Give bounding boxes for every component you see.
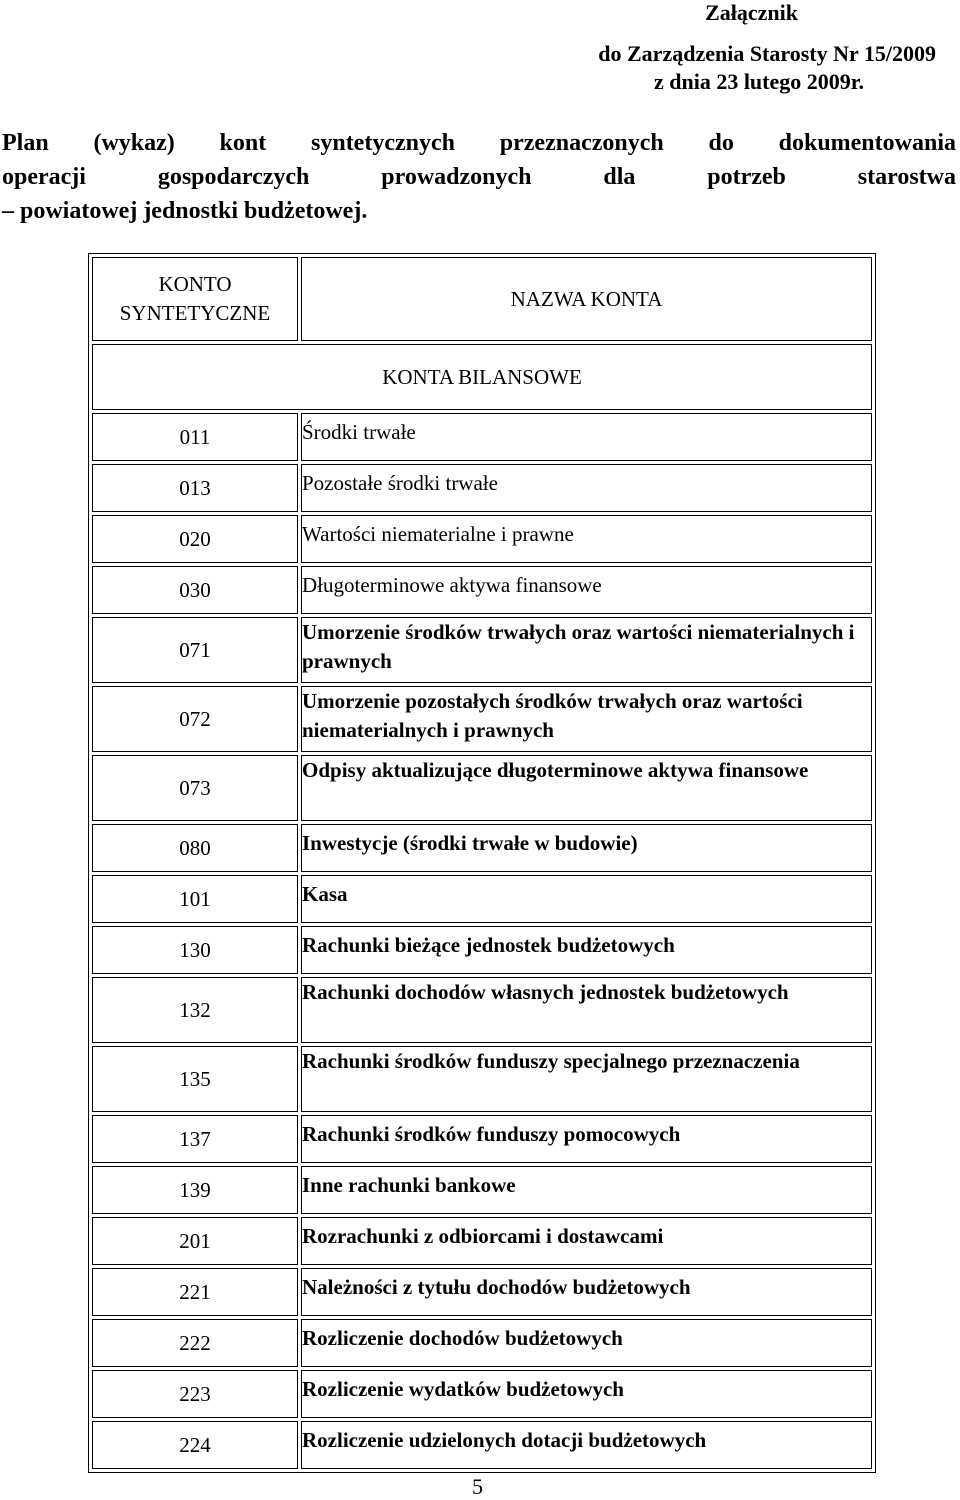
table-row <box>92 1319 872 1367</box>
account-code: 071 <box>92 617 298 683</box>
account-code: 073 <box>92 755 298 821</box>
order-reference: do Zarządzenia Starosty Nr 15/2009 <box>598 41 936 66</box>
account-name: Rachunki środków funduszy specjalnego przeznaczenia <box>301 1046 872 1112</box>
table-row <box>92 1217 872 1265</box>
account-code: 224 <box>92 1421 298 1469</box>
table-row <box>92 926 872 974</box>
table-row <box>92 617 872 683</box>
account-name: Rozliczenie udzielonych dotacji budżetowych <box>301 1421 872 1469</box>
table-row <box>92 1115 872 1163</box>
document-title-line-2: operacji gospodarczych prowadzonych dla potrzeb starostwa <box>2 164 956 190</box>
page-number: 5 <box>472 1474 483 1499</box>
table-row <box>92 824 872 872</box>
account-name: Odpisy aktualizujące długoterminowe aktywa finansowe <box>301 755 872 821</box>
column-header-code-line-1: KONTO <box>158 272 232 296</box>
accounts-table <box>88 253 876 1473</box>
account-code: 101 <box>92 875 298 923</box>
table-row <box>92 515 872 563</box>
account-name: Rachunki dochodów własnych jednostek budżetowych <box>301 977 872 1043</box>
account-code: 139 <box>92 1166 298 1214</box>
account-code: 137 <box>92 1115 298 1163</box>
account-name: Należności z tytułu dochodów budżetowych <box>301 1268 872 1316</box>
account-code: 011 <box>92 413 298 461</box>
table-row <box>92 1421 872 1469</box>
account-code: 221 <box>92 1268 298 1316</box>
table-row <box>92 1268 872 1316</box>
table-header-row <box>92 257 872 341</box>
table-row <box>92 413 872 461</box>
account-name: Rozliczenie wydatków budżetowych <box>301 1370 872 1418</box>
table-row <box>92 686 872 752</box>
account-code: 201 <box>92 1217 298 1265</box>
table-row <box>92 875 872 923</box>
document-title-line-3: – powiatowej jednostki budżetowej. <box>2 198 368 224</box>
table-row <box>92 1166 872 1214</box>
account-name: Rozliczenie dochodów budżetowych <box>301 1319 872 1367</box>
account-name: Długoterminowe aktywa finansowe <box>301 566 872 614</box>
table-row <box>92 755 872 821</box>
account-name: Inne rachunki bankowe <box>301 1166 872 1214</box>
account-name: Kasa <box>301 875 872 923</box>
account-code: 030 <box>92 566 298 614</box>
account-code: 013 <box>92 464 298 512</box>
table-row <box>92 464 872 512</box>
column-header-code-line-2: SYNTETYCZNE <box>119 301 271 325</box>
account-code: 080 <box>92 824 298 872</box>
column-header-name: NAZWA KONTA <box>301 257 872 341</box>
account-name: Umorzenie środków trwałych oraz wartości niematerialnych i prawnych <box>301 617 872 683</box>
account-code: 132 <box>92 977 298 1043</box>
account-code: 072 <box>92 686 298 752</box>
section-row <box>92 344 872 410</box>
account-name: Inwestycje (środki trwałe w budowie) <box>301 824 872 872</box>
account-name: Umorzenie pozostałych środków trwałych oraz wartości niematerialnych i prawnych <box>301 686 872 752</box>
account-name: Wartości niematerialne i prawne <box>301 515 872 563</box>
account-name: Środki trwałe <box>301 413 872 461</box>
account-name: Rachunki bieżące jednostek budżetowych <box>301 926 872 974</box>
column-header-code <box>92 257 298 341</box>
document-title <box>2 126 956 228</box>
table-row <box>92 566 872 614</box>
account-code: 135 <box>92 1046 298 1112</box>
section-label-balance-accounts: KONTA BILANSOWE <box>92 344 872 410</box>
account-code: 222 <box>92 1319 298 1367</box>
attachment-label: Załącznik <box>705 0 798 25</box>
account-name: Rozrachunki z odbiorcami i dostawcami <box>301 1217 872 1265</box>
table-row <box>92 1046 872 1112</box>
account-code: 130 <box>92 926 298 974</box>
table-row <box>92 1370 872 1418</box>
order-date: z dnia 23 lutego 2009r. <box>653 69 864 94</box>
account-name: Pozostałe środki trwałe <box>301 464 872 512</box>
account-code: 020 <box>92 515 298 563</box>
document-title-line-1: Plan (wykaz) kont syntetycznych przeznaczonych do dokumentowania <box>2 130 956 156</box>
account-name: Rachunki środków funduszy pomocowych <box>301 1115 872 1163</box>
account-code: 223 <box>92 1370 298 1418</box>
table-row <box>92 977 872 1043</box>
